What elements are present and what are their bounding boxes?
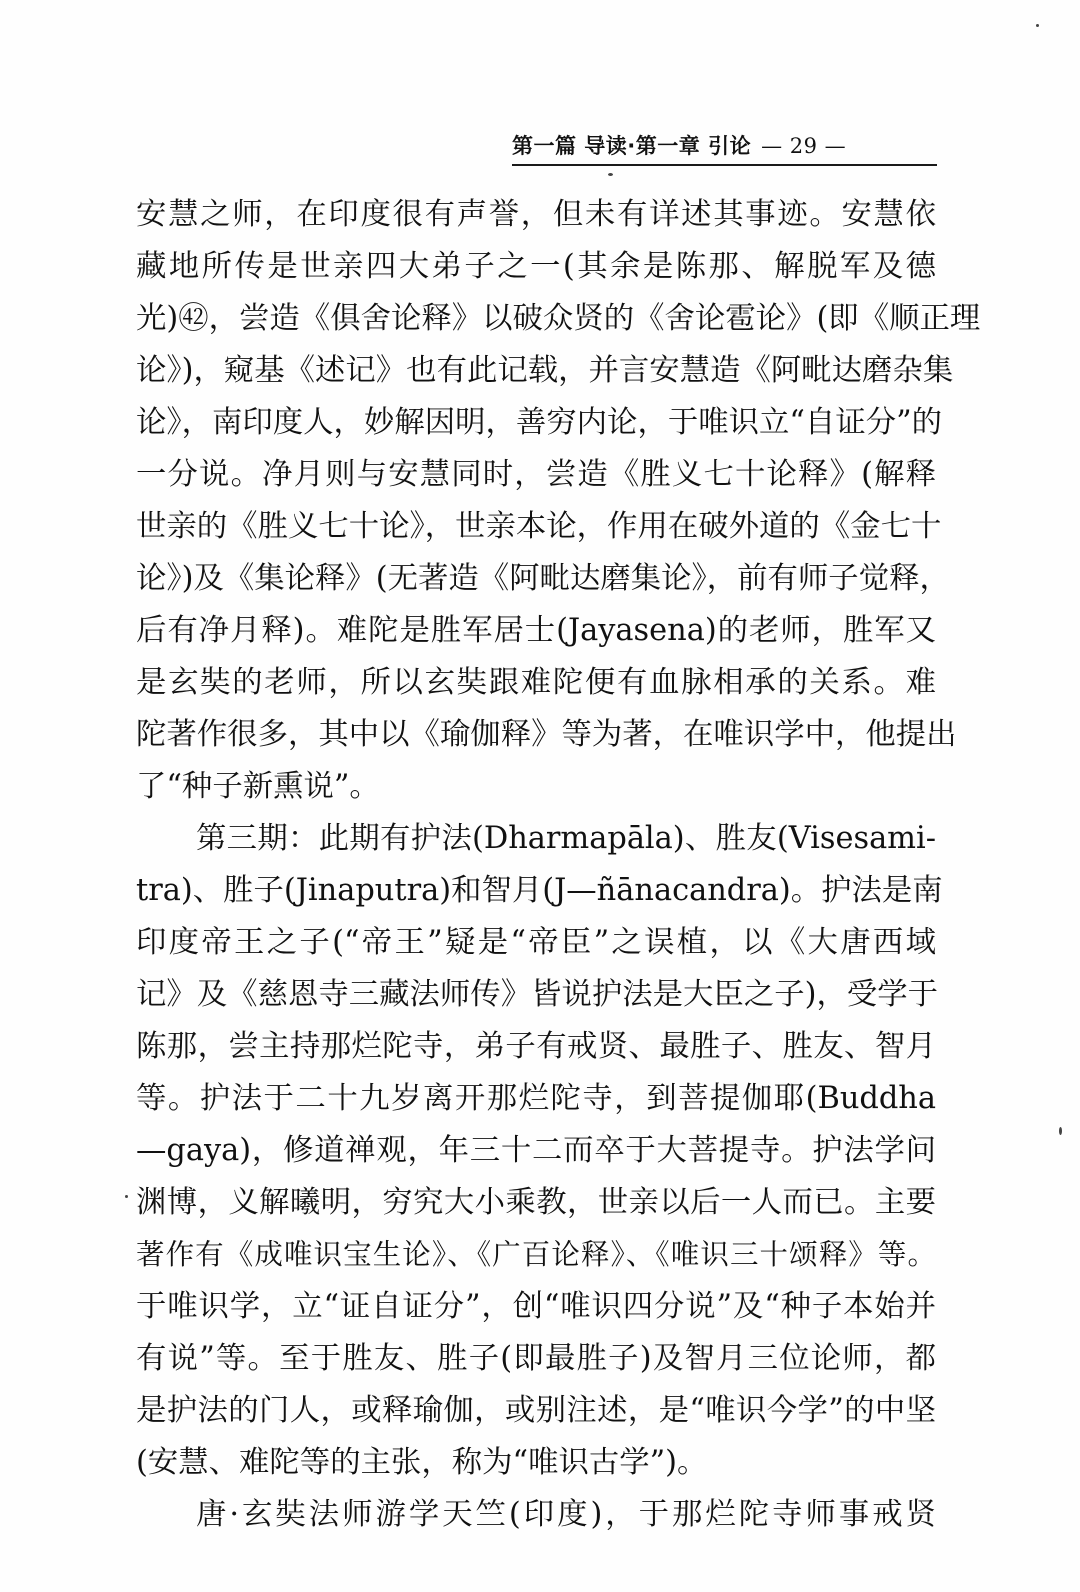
text-line: 有说”等。至于胜友、胜子(即最胜子)及智月三位论师，都 [136,1341,936,1376]
text-line: 论》)及《集论释》(无著造《阿毗达磨集论》，前有师子觉释， [136,561,950,596]
text-line: 陈那，尝主持那烂陀寺，弟子有戒贤、最胜子、胜友、智月 [136,1029,936,1064]
text-line: 论》)，窥基《述记》也有此记载，并言安慧造《阿毗达磨杂集 [136,353,954,388]
scan-speck [1036,24,1039,27]
scan-speck [608,173,613,176]
text-line: 著作有《成唯识宝生论》、《广百论释》、《唯识三十颂释》等。 [136,1238,936,1271]
text-line: 于唯识学，立“证自证分”，创“唯识四分说”及“种子本始并 [136,1289,936,1324]
scan-speck [1059,1127,1062,1135]
text-line: —gaya)，修道禅观，年三十二而卒于大菩提寺。护法学问 [136,1133,936,1168]
text-line: 藏地所传是世亲四大弟子之一(其余是陈那、解脱军及德 [136,249,936,284]
text-line: 了“种子新熏说”。 [136,769,380,804]
text-line: 记》及《慈恩寺三藏法师传》皆说护法是大臣之子)，受学于 [136,977,939,1012]
text-line: 一分说。净月则与安慧同时，尝造《胜义七十论释》(解释 [136,457,936,492]
text-line: 印度帝王之子(“帝王”疑是“帝臣”之误植，以《大唐西域 [136,925,936,960]
text-line: 后有净月释)。难陀是胜军居士(Jayasena)的老师，胜军又 [136,613,936,648]
text-line: 陀著作很多，其中以《瑜伽释》等为著，在唯识学中，他提出 [136,717,957,752]
text-line: 渊博，义解曦明，穷究大小乘教，世亲以后一人而已。主要 [136,1185,936,1220]
text-line: 光)㊷，尝造《俱舍论释》以破众贤的《舍论雹论》(即《顺正理 [136,301,981,336]
text-line: tra)、胜子(Jinaputra)和智月(J—ñānacandra)。护法是南 [136,873,943,908]
text-line: 是护法的门人，或释瑜伽，或别注述，是“唯识今学”的中坚 [136,1393,936,1428]
text-line: 安慧之师，在印度很有声誉，但未有详述其事迹。安慧依 [136,197,936,232]
text-line: 是玄奘的老师，所以玄奘跟难陀便有血脉相承的关系。难 [136,665,936,700]
text-line: 等。护法于二十九岁离开那烂陀寺，到菩提伽耶(Buddha [136,1081,936,1116]
running-header [512,128,937,166]
scan-speck [125,1195,128,1198]
page-number: — 29 — [761,134,847,158]
header-title: 第一篇 导读·第一章 引论 [512,134,752,158]
text-line: (安慧、难陀等的主张，称为“唯识古学”)。 [136,1445,708,1480]
text-line: 论》，南印度人，妙解因明，善穷内论，于唯识立“自证分”的 [136,405,943,440]
text-line: 第三期：此期有护法(Dharmapāla)、胜友(Visesami- [196,821,936,856]
text-line: 唐·玄奘法师游学天竺(印度)，于那烂陀寺师事戒贤 [196,1497,936,1532]
text-line: 世亲的《胜义七十论》，世亲本论，作用在破外道的《金七十 [136,509,942,544]
